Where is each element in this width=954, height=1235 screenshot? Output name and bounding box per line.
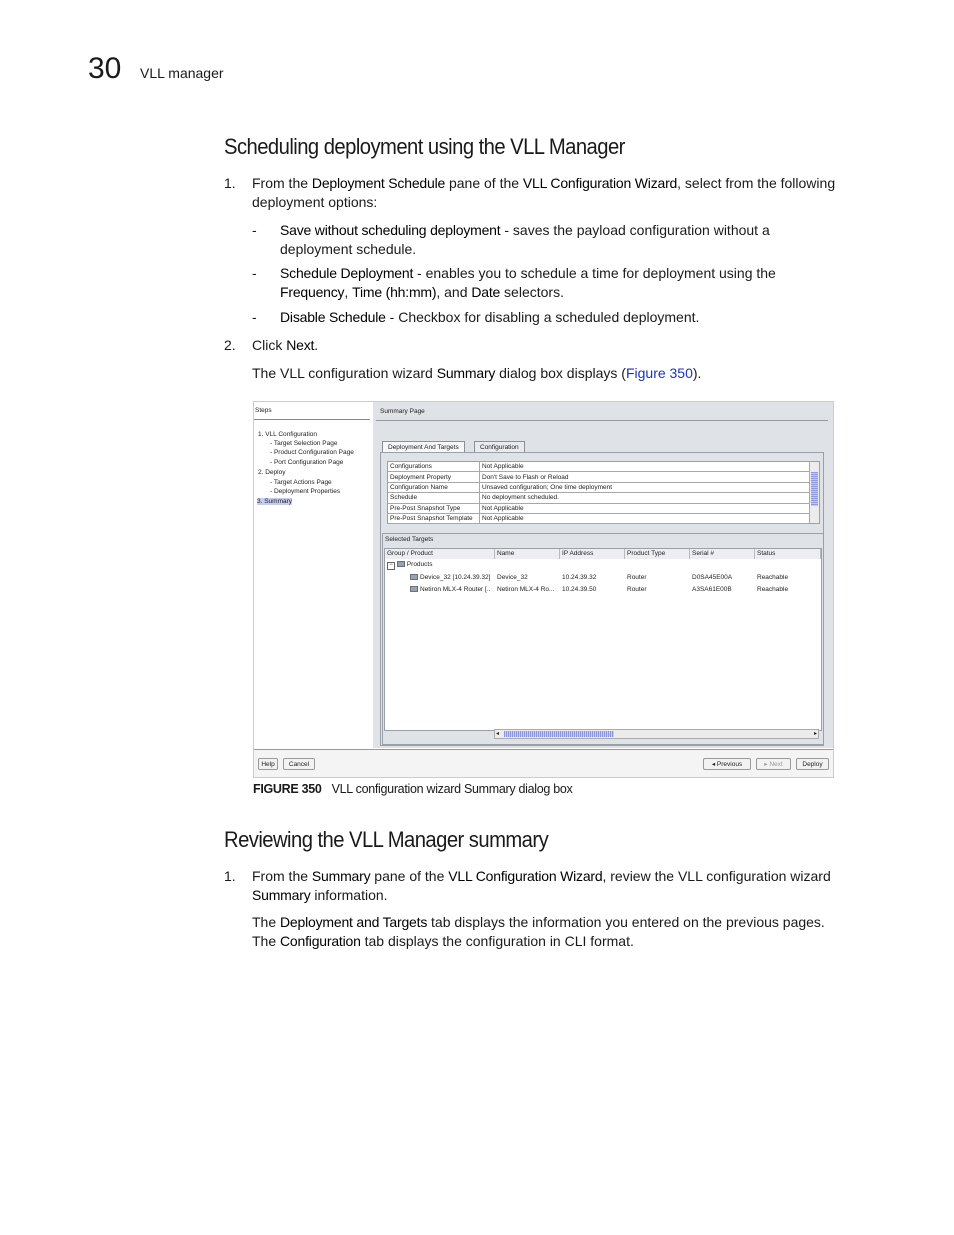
button-label: Next xyxy=(769,761,783,768)
figure-reference-note xyxy=(252,364,852,383)
step-item-selected[interactable]: 3. Summary xyxy=(257,498,293,505)
deploy-button[interactable]: Deploy xyxy=(796,758,829,770)
table-row xyxy=(388,493,809,503)
button-label: Previous xyxy=(716,761,743,768)
step-item[interactable]: - Deployment Properties xyxy=(270,488,341,495)
ui-term: Time (hh:mm) xyxy=(352,284,437,300)
ui-term: Schedule Deployment xyxy=(280,265,414,281)
table-cell: A3SA61E00B xyxy=(692,586,732,593)
text: The xyxy=(252,914,281,930)
text: , xyxy=(344,284,353,300)
arrow-right-icon: ▸ xyxy=(764,761,770,768)
step-number: 2. xyxy=(224,337,236,353)
step-item[interactable]: - Target Actions Page xyxy=(270,479,332,486)
ui-term: Configuration xyxy=(280,933,361,949)
table-row xyxy=(388,462,809,472)
summary-page xyxy=(373,402,834,748)
chapter-title: VLL manager xyxy=(140,65,224,81)
step-text xyxy=(252,174,882,212)
ui-term: Save without scheduling deployment xyxy=(280,222,501,238)
arrow-left-icon: ◂ xyxy=(711,761,717,768)
table-cell: D0SA45E00A xyxy=(692,574,733,581)
text: The xyxy=(252,933,281,949)
bullet-item xyxy=(280,221,880,259)
tree-label: Products xyxy=(406,561,433,568)
step-text xyxy=(252,867,882,905)
device-icon xyxy=(410,574,418,580)
step-item[interactable]: 2. Deploy xyxy=(258,469,286,476)
table-cell: Netiron MLX-4 Ro... xyxy=(497,586,555,593)
figure-caption-text: VLL configuration wizard Summary dialog box xyxy=(331,782,573,796)
router-icon xyxy=(410,586,418,592)
group-title: Selected Targets xyxy=(385,536,434,543)
table-cell: Reachable xyxy=(757,586,789,593)
text: pane of the xyxy=(370,868,449,884)
table-cell: Schedule xyxy=(388,493,480,503)
text: tab displays the information you entered on the previous pages. xyxy=(427,914,825,930)
table-cell: Pre-Post Snapshot Type xyxy=(388,503,480,513)
table-row xyxy=(388,482,809,492)
ui-term: Summary xyxy=(436,365,496,381)
table-cell: Configurations xyxy=(388,462,480,472)
scroll-right-icon[interactable]: ▸ xyxy=(813,731,817,737)
column-header[interactable]: IP Address xyxy=(560,549,625,559)
targets-table xyxy=(384,548,822,731)
table-cell: Device_32 [10.24.39.32] xyxy=(420,574,491,581)
scroll-thumb[interactable] xyxy=(811,472,818,506)
step-item[interactable]: - Product Configuration Page xyxy=(270,449,354,456)
column-header[interactable]: Name xyxy=(495,549,560,559)
tab-deployment-and-targets[interactable]: Deployment And Targets xyxy=(382,441,465,452)
collapse-icon[interactable]: − xyxy=(387,562,395,570)
divider xyxy=(254,419,370,420)
text: - Checkbox for disabling a scheduled deployment. xyxy=(385,309,700,325)
text: information. xyxy=(310,887,388,903)
table-cell: Unsaved configuration; One time deployment xyxy=(480,482,810,492)
text: ). xyxy=(692,365,702,381)
step-item[interactable]: - Port Configuration Page xyxy=(270,459,344,466)
table-cell: Configuration Name xyxy=(388,482,480,492)
section-heading: Scheduling deployment using the VLL Manager xyxy=(224,134,625,159)
text: - enables you to schedule a time for deployment using the xyxy=(413,265,776,281)
table-cell: Don't Save to Flash or Reload xyxy=(480,472,810,482)
vertical-scrollbar[interactable] xyxy=(809,462,819,523)
table-cell: No deployment scheduled. xyxy=(480,493,810,503)
ui-term: Deployment Schedule xyxy=(311,175,446,191)
table-cell: Not Applicable xyxy=(480,462,810,472)
wizard-screenshot xyxy=(253,401,834,778)
cancel-button[interactable]: Cancel xyxy=(283,758,315,770)
paragraph xyxy=(252,913,892,951)
text: pane of the xyxy=(445,175,523,191)
table-row xyxy=(388,503,809,513)
bullet-item xyxy=(280,264,880,302)
table-cell: Router xyxy=(627,586,647,593)
chapter-number: 30 xyxy=(88,52,122,85)
ui-term: Disable Schedule xyxy=(280,309,386,325)
steps-title: Steps xyxy=(255,407,272,414)
bullet-item xyxy=(280,308,880,327)
text: , and xyxy=(436,284,472,300)
step-item[interactable]: - Target Selection Page xyxy=(270,440,338,447)
table-cell: Not Applicable xyxy=(480,503,810,513)
figure-label: FIGURE 350 xyxy=(253,782,322,796)
section-heading: Reviewing the VLL Manager summary xyxy=(224,827,549,852)
step-number: 1. xyxy=(224,175,236,191)
steps-pane xyxy=(254,402,372,749)
figure-link[interactable]: Figure 350 xyxy=(625,365,693,381)
bullet-dash: - xyxy=(252,309,257,325)
table-cell: Not Applicable xyxy=(480,513,810,523)
text: Click xyxy=(252,337,287,353)
properties-table xyxy=(387,461,820,524)
scroll-left-icon[interactable]: ◂ xyxy=(496,731,500,737)
text: deployment options: xyxy=(252,194,378,210)
ui-term: Frequency xyxy=(280,284,345,300)
text: The VLL configuration wizard xyxy=(252,365,437,381)
table-row xyxy=(388,472,809,482)
column-header[interactable]: Group / Product xyxy=(385,549,495,559)
table-row[interactable] xyxy=(410,574,490,581)
next-button[interactable] xyxy=(756,758,791,770)
ui-term: Deployment and Targets xyxy=(280,914,428,930)
ui-term: Date xyxy=(471,284,501,300)
previous-button[interactable] xyxy=(703,758,751,770)
text: From the xyxy=(252,175,312,191)
text: tab displays the configuration in CLI format. xyxy=(360,933,634,949)
table-cell: Pre-Post Snapshot Template xyxy=(388,513,480,523)
ui-term: VLL Configuration Wizard xyxy=(522,175,678,191)
help-button[interactable]: Help xyxy=(258,758,278,770)
text: dialog box displays ( xyxy=(495,365,626,381)
table-cell: 10.24.39.50 xyxy=(562,586,597,593)
step-number: 1. xyxy=(224,868,236,884)
ui-term: Next xyxy=(286,337,315,353)
column-header[interactable]: Product Type xyxy=(625,549,690,559)
table-cell: Netiron MLX-4 Router [.. xyxy=(420,586,491,593)
table-row xyxy=(388,513,809,523)
step-item[interactable]: 1. VLL Configuration xyxy=(258,431,318,438)
table-cell: Reachable xyxy=(757,574,789,581)
bullet-dash: - xyxy=(252,222,257,238)
column-header[interactable]: Serial # xyxy=(690,549,755,559)
products-icon xyxy=(397,561,405,567)
table-row[interactable] xyxy=(410,586,490,593)
ui-term: Summary xyxy=(311,868,371,884)
text: , select from the following xyxy=(677,175,836,191)
tab-configuration[interactable]: Configuration xyxy=(474,441,525,452)
text: From the xyxy=(252,868,312,884)
ui-term: Summary xyxy=(252,887,311,903)
table-cell: 10.24.39.32 xyxy=(562,574,597,581)
page-title: Summary Page xyxy=(380,408,425,415)
table-cell: Deployment Property xyxy=(388,472,480,482)
text: selectors. xyxy=(500,284,564,300)
text: , review the VLL configuration wizard xyxy=(602,868,831,884)
selected-targets-group xyxy=(382,533,824,745)
column-header[interactable]: Status xyxy=(755,549,821,559)
text: deployment schedule. xyxy=(280,241,417,257)
table-cell: Device_32 xyxy=(497,574,528,581)
text: . xyxy=(314,337,319,353)
scroll-thumb[interactable] xyxy=(504,731,614,737)
divider xyxy=(376,420,828,421)
text: - saves the payload configuration without a xyxy=(500,222,770,238)
table-cell: Router xyxy=(627,574,647,581)
ui-term: VLL Configuration Wizard xyxy=(448,868,603,884)
button-bar xyxy=(254,749,833,778)
figure-caption xyxy=(253,782,573,796)
horizontal-scrollbar[interactable] xyxy=(494,729,819,739)
tab-panel xyxy=(380,452,824,746)
step-text xyxy=(252,336,318,355)
tree-row[interactable] xyxy=(387,561,432,570)
bullet-dash: - xyxy=(252,265,257,281)
